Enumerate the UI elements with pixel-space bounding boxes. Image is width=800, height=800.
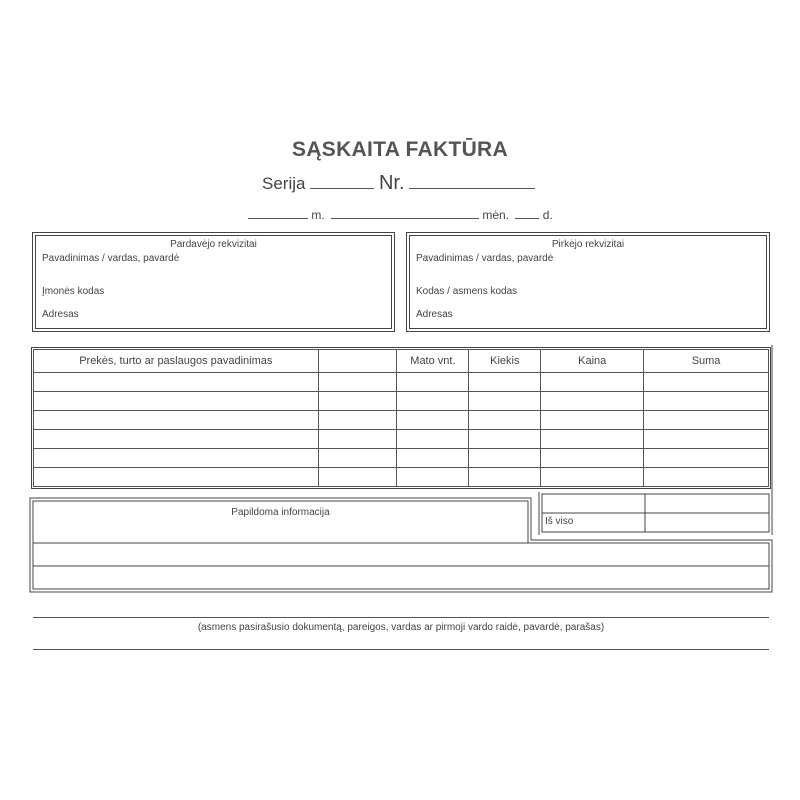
seller-code-label: Įmonės kodas [42, 286, 105, 297]
col-quantity: Kiekis [469, 350, 541, 373]
series-label: Serija [262, 174, 306, 193]
col-unit: Mato vnt. [397, 350, 469, 373]
total-label: Iš viso [545, 516, 574, 527]
buyer-code-label: Kodas / asmens kodas [416, 286, 518, 297]
day-suffix: d. [542, 208, 553, 222]
year-suffix: m. [311, 208, 325, 222]
additional-info-field[interactable] [33, 544, 769, 565]
col-sum: Suma [644, 350, 769, 373]
col-item-name: Prekės, turto ar paslaugos pavadinimas [34, 350, 319, 373]
seller-heading: Pardavėjo rekvizitai [170, 239, 257, 250]
signature-line-bottom [33, 649, 769, 650]
document-title: SĄSKAITA FAKTŪRA [292, 138, 508, 161]
seller-address-label: Adresas [42, 309, 79, 320]
buyer-heading: Pirkėjo rekvizitai [551, 239, 625, 250]
additional-info-label: Papildoma informacija [231, 507, 330, 518]
signature-caption: (asmens pasirašusio dokumentą, pareigos, vardas ar pirmoji vardo raidė, pavardė, parašas) [197, 622, 605, 633]
number-label: Nr. [378, 172, 405, 194]
seller-name-label: Pavadinimas / vardas, pavardė [42, 253, 180, 264]
month-suffix: mėn. [482, 208, 510, 222]
total-value-field[interactable] [645, 514, 769, 532]
buyer-name-label: Pavadinimas / vardas, pavardė [416, 253, 554, 264]
signature-line[interactable] [33, 617, 769, 618]
col-price: Kaina [541, 350, 644, 373]
buyer-address-label: Adresas [416, 309, 453, 320]
